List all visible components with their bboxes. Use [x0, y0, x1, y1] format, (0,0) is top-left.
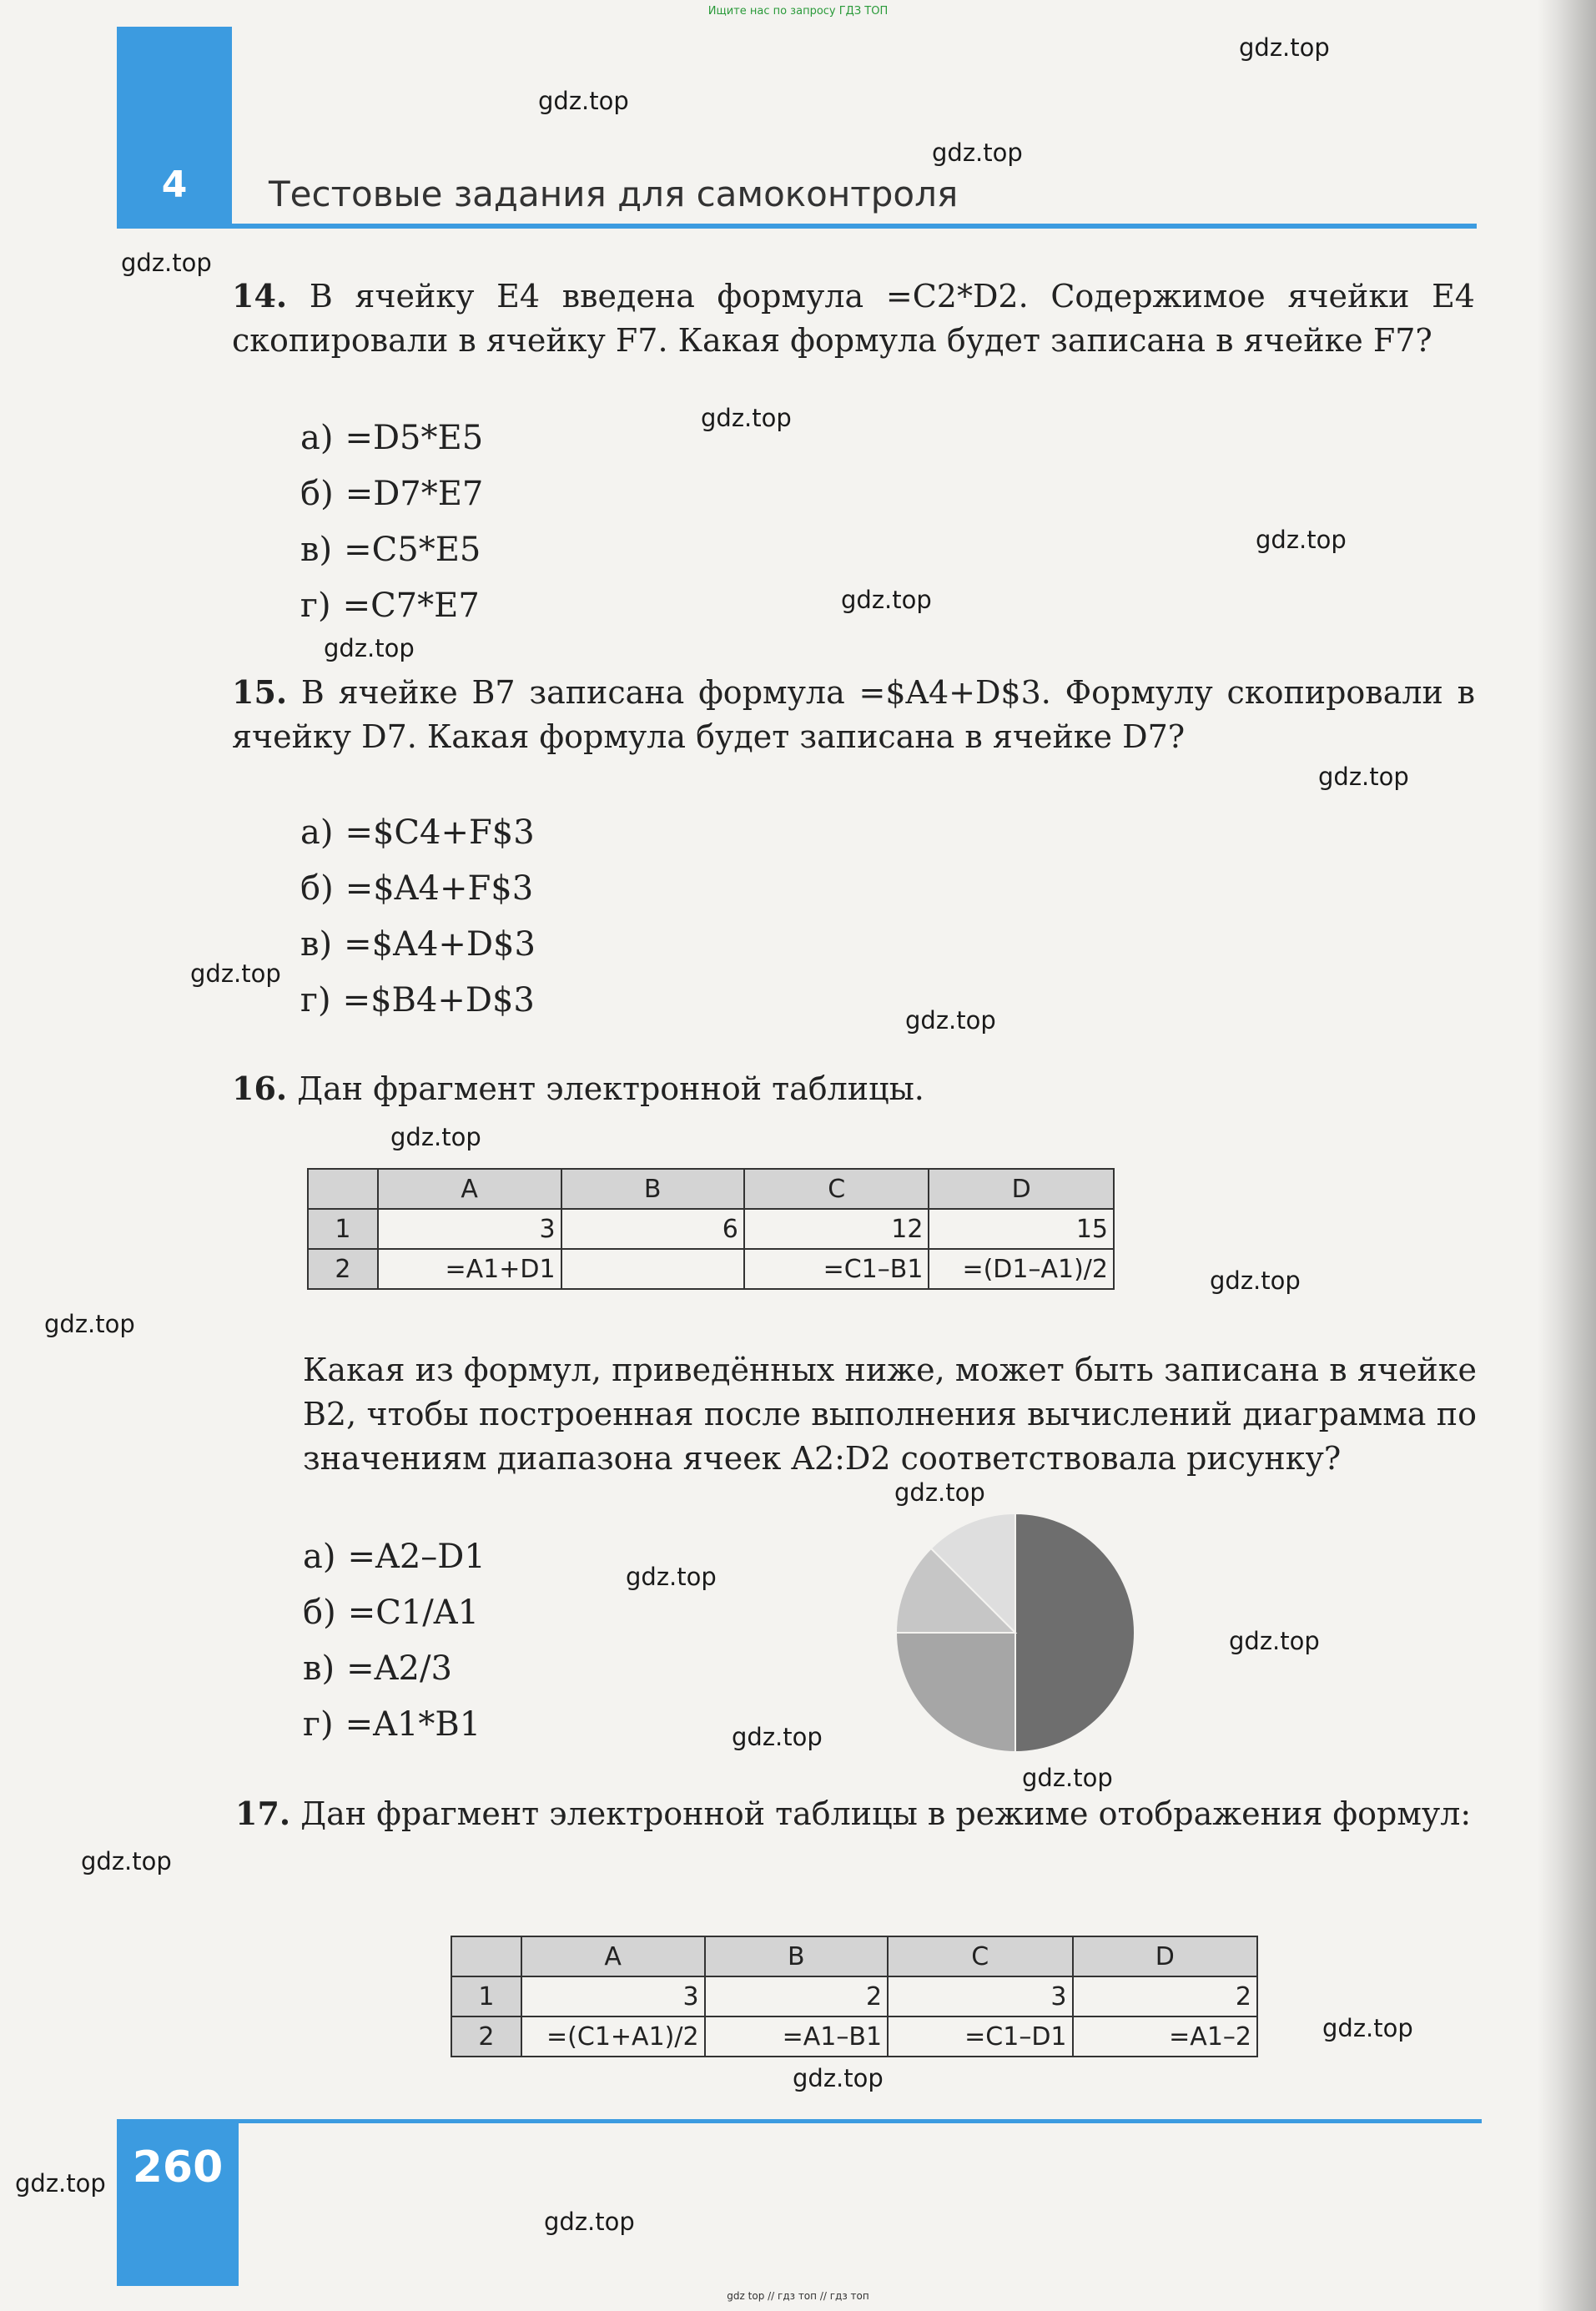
watermark: gdz.top	[1229, 1627, 1320, 1655]
row-header: 1	[308, 1209, 378, 1249]
q16-option-d	[303, 1705, 481, 1744]
option-text: =C1/A1	[347, 1594, 480, 1632]
table-cell: =(D1–A1)/2	[929, 1249, 1114, 1289]
table-row	[308, 1209, 1114, 1249]
footer-divider	[117, 2119, 1482, 2123]
option-text: =A2–D1	[347, 1538, 486, 1576]
chapter-number: 4	[161, 164, 188, 206]
option-label: г)	[300, 587, 331, 625]
watermark: gdz.top	[324, 634, 415, 662]
watermark: gdz.top	[701, 404, 792, 432]
question-number: 15.	[232, 673, 288, 711]
table-cell: 2	[1073, 1976, 1257, 2016]
q16-spreadsheet	[307, 1168, 1115, 1290]
watermark: gdz.top	[15, 2169, 106, 2198]
top-banner: Ищите нас по запросу ГДЗ ТОП	[707, 5, 889, 18]
watermark: gdz.top	[81, 1847, 172, 1875]
option-text: =$A4+F$3	[345, 869, 534, 908]
q15-option-b	[300, 869, 533, 908]
question-text: Дан фрагмент электронной таблицы.	[297, 1070, 924, 1107]
option-label: г)	[300, 981, 331, 1020]
watermark: gdz.top	[626, 1563, 717, 1591]
option-label: а)	[300, 813, 334, 852]
q16-option-a	[303, 1538, 486, 1576]
table-cell: 3	[378, 1209, 561, 1249]
table-cell: 6	[561, 1209, 744, 1249]
question-text: В ячейке B7 записана формула =$A4+D$3. Формулу скопировали в ячейку D7. Какая формула будет записана в ячейке D7?	[232, 674, 1475, 755]
option-label: в)	[300, 531, 333, 569]
option-text: =D5*E5	[345, 419, 484, 457]
table-cell: =C1–B1	[744, 1249, 929, 1289]
question-17	[235, 1791, 1478, 1836]
option-label: б)	[300, 475, 334, 513]
column-header: C	[744, 1169, 929, 1209]
watermark: gdz.top	[732, 1723, 823, 1751]
column-header: B	[705, 1936, 888, 1976]
q15-option-c	[300, 925, 536, 964]
table-cell	[561, 1249, 744, 1289]
option-text: =$B4+D$3	[342, 981, 535, 1020]
q16-option-c	[303, 1649, 452, 1688]
q14-option-b	[300, 475, 483, 513]
q14-option-c	[300, 531, 481, 569]
q14-option-d	[300, 587, 480, 625]
page-edge-shadow	[1538, 0, 1596, 2311]
option-text: =C5*E5	[344, 531, 481, 569]
option-text: =$A4+D$3	[344, 925, 536, 964]
question-text: Дан фрагмент электронной таблицы в режиме отображения формул:	[300, 1795, 1472, 1832]
question-15	[232, 670, 1475, 759]
table-cell: =A1–2	[1073, 2016, 1257, 2057]
option-text: =$C4+F$3	[345, 813, 535, 852]
watermark: gdz.top	[1322, 2014, 1413, 2042]
watermark: gdz.top	[190, 959, 281, 988]
question-number: 17.	[235, 1795, 291, 1832]
watermark: gdz.top	[1210, 1266, 1301, 1295]
q14-option-a	[300, 419, 483, 457]
row-header: 2	[308, 1249, 378, 1289]
watermark: gdz.top	[894, 1478, 985, 1507]
watermark: gdz.top	[1239, 33, 1330, 62]
corner-cell	[451, 1936, 521, 1976]
q16-paragraph: Какая из формул, приведённых ниже, может быть записана в ячейке B2, чтобы построенная после выполнения вычислений диаграмма по значениям диапазона ячеек A2:D2 соответствовала рисунку?	[303, 1352, 1477, 1477]
option-text: =D7*E7	[345, 475, 484, 513]
option-label: в)	[303, 1649, 335, 1688]
watermark: gdz.top	[905, 1006, 996, 1035]
table-cell: 12	[744, 1209, 929, 1249]
option-label: а)	[300, 419, 334, 457]
chapter-title: Тестовые задания для самоконтроля	[269, 174, 959, 214]
question-number: 16.	[232, 1070, 288, 1107]
watermark: gdz.top	[1022, 1764, 1113, 1792]
corner-cell	[308, 1169, 378, 1209]
table-row	[451, 1976, 1257, 2016]
watermark: gdz.top	[932, 138, 1023, 167]
column-header: B	[561, 1169, 744, 1209]
option-label: в)	[300, 925, 333, 964]
watermark: gdz.top	[793, 2064, 884, 2092]
table-cell: 3	[521, 1976, 705, 2016]
table-cell: 15	[929, 1209, 1114, 1249]
watermark: gdz.top	[538, 87, 629, 115]
table-cell: =A1+D1	[378, 1249, 561, 1289]
table-cell: 3	[888, 1976, 1072, 2016]
option-text: =C7*E7	[342, 587, 480, 625]
watermark: gdz.top	[544, 2208, 635, 2236]
pie-slices	[896, 1513, 1135, 1752]
table-cell: 2	[705, 1976, 888, 2016]
question-text: В ячейку E4 введена формула =C2*D2. Содержимое ячейки E4 скопировали в ячейку F7. Какая формула будет записана в ячейке F7?	[232, 278, 1475, 359]
option-label: г)	[303, 1705, 334, 1744]
column-header: D	[929, 1169, 1114, 1209]
watermark: gdz.top	[841, 586, 932, 614]
page-number: 260	[132, 2142, 224, 2193]
watermark: gdz.top	[1318, 763, 1409, 791]
row-header: 2	[451, 2016, 521, 2057]
q15-option-d	[300, 981, 535, 1020]
question-16	[232, 1066, 1475, 1111]
q15-option-a	[300, 813, 535, 852]
row-header: 1	[451, 1976, 521, 2016]
table-row	[451, 2016, 1257, 2057]
table-cell: =(C1+A1)/2	[521, 2016, 705, 2057]
watermark: gdz.top	[44, 1310, 135, 1338]
watermark: gdz.top	[390, 1123, 481, 1151]
column-header: A	[521, 1936, 705, 1976]
q16-option-b	[303, 1594, 479, 1632]
question-number: 14.	[232, 277, 288, 315]
column-header: A	[378, 1169, 561, 1209]
watermark: gdz.top	[1256, 526, 1347, 554]
table-cell: =C1–D1	[888, 2016, 1072, 2057]
option-text: =A1*B1	[345, 1705, 481, 1744]
option-text: =A2/3	[346, 1649, 452, 1688]
q17-spreadsheet	[451, 1936, 1258, 2057]
table-row	[308, 1249, 1114, 1289]
question-14	[232, 274, 1475, 363]
column-header: C	[888, 1936, 1072, 1976]
table-header-row	[308, 1169, 1114, 1209]
header-divider	[117, 224, 1477, 229]
table-header-row	[451, 1936, 1257, 1976]
pie-slice-1	[1015, 1513, 1135, 1752]
option-label: б)	[300, 869, 334, 908]
table-cell: =A1–B1	[705, 2016, 888, 2057]
bottom-banner: gdz top // гдз топ // гдз топ	[727, 2290, 869, 2302]
option-label: а)	[303, 1538, 336, 1576]
column-header: D	[1073, 1936, 1257, 1976]
option-label: б)	[303, 1594, 336, 1632]
pie-chart	[894, 1512, 1136, 1754]
watermark: gdz.top	[121, 249, 212, 277]
pie-slice-2	[896, 1633, 1015, 1752]
